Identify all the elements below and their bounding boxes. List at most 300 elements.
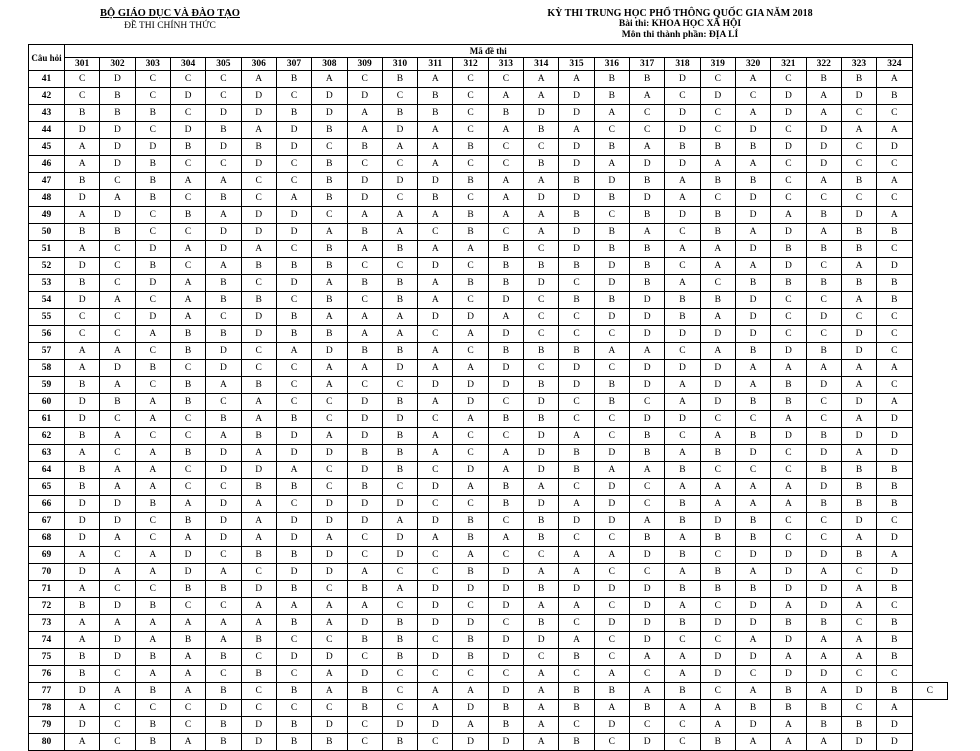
answer-cell: C bbox=[206, 479, 241, 496]
answer-cell: A bbox=[665, 394, 700, 411]
table-row bbox=[29, 734, 948, 751]
answer-cell: A bbox=[135, 666, 170, 683]
answer-cell: A bbox=[630, 343, 665, 360]
answer-cell: A bbox=[170, 309, 205, 326]
answer-cell: C bbox=[700, 598, 735, 615]
answer-cell: B bbox=[312, 241, 347, 258]
answer-cell: B bbox=[347, 632, 382, 649]
answer-cell: B bbox=[524, 343, 559, 360]
answer-cell: B bbox=[559, 700, 594, 717]
answer-cell: A bbox=[382, 326, 417, 343]
ministry-title: BỘ GIÁO DỤC VÀ ĐÀO TẠO bbox=[100, 8, 240, 19]
answer-cell: A bbox=[347, 122, 382, 139]
answer-cell: B bbox=[806, 275, 841, 292]
answer-cell: A bbox=[488, 530, 523, 547]
answer-cell: D bbox=[735, 615, 770, 632]
answer-cell: B bbox=[65, 479, 100, 496]
table-row bbox=[29, 173, 948, 190]
answer-cell: A bbox=[665, 530, 700, 547]
answer-cell: B bbox=[559, 173, 594, 190]
answer-cell: D bbox=[206, 462, 241, 479]
answer-cell: B bbox=[170, 513, 205, 530]
answer-cell: C bbox=[594, 649, 629, 666]
answer-cell: C bbox=[700, 411, 735, 428]
exam-code-304: 304 bbox=[170, 58, 205, 71]
answer-cell: D bbox=[347, 513, 382, 530]
answer-cell: D bbox=[841, 683, 876, 700]
answer-cell: A bbox=[65, 241, 100, 258]
answer-cell: B bbox=[206, 581, 241, 598]
table-row bbox=[29, 666, 948, 683]
answer-cell: B bbox=[665, 292, 700, 309]
answer-cell: A bbox=[806, 564, 841, 581]
answer-cell: C bbox=[382, 564, 417, 581]
answer-cell: B bbox=[735, 428, 770, 445]
answer-cell: B bbox=[806, 615, 841, 632]
answer-cell: A bbox=[735, 632, 770, 649]
answer-cell: A bbox=[877, 122, 912, 139]
exam-code-row bbox=[29, 58, 948, 71]
answer-cell: D bbox=[700, 360, 735, 377]
answer-cell: B bbox=[347, 445, 382, 462]
question-number: 65 bbox=[29, 479, 65, 496]
answer-cell: A bbox=[65, 156, 100, 173]
answer-cell: A bbox=[276, 190, 311, 207]
answer-cell: C bbox=[524, 547, 559, 564]
answer-cell: A bbox=[241, 241, 276, 258]
answer-cell: A bbox=[841, 411, 876, 428]
answer-cell: A bbox=[170, 530, 205, 547]
question-number: 56 bbox=[29, 326, 65, 343]
table-row bbox=[29, 445, 948, 462]
answer-cell: C bbox=[559, 411, 594, 428]
answer-cell: D bbox=[206, 241, 241, 258]
answer-cell: A bbox=[488, 173, 523, 190]
question-number: 78 bbox=[29, 700, 65, 717]
answer-cell: C bbox=[841, 615, 876, 632]
answer-cell: B bbox=[135, 360, 170, 377]
answer-cell: B bbox=[418, 88, 453, 105]
answer-cell: D bbox=[135, 139, 170, 156]
answer-cell: D bbox=[806, 666, 841, 683]
answer-cell: D bbox=[347, 666, 382, 683]
answer-cell: C bbox=[418, 564, 453, 581]
table-header-row bbox=[29, 45, 948, 58]
answer-cell: B bbox=[382, 734, 417, 751]
answer-cell: C bbox=[276, 156, 311, 173]
answer-cell: C bbox=[524, 649, 559, 666]
answer-cell: A bbox=[382, 139, 417, 156]
answer-cell: D bbox=[382, 547, 417, 564]
exam-code-314: 314 bbox=[524, 58, 559, 71]
answer-cell: D bbox=[877, 564, 912, 581]
answer-cell: C bbox=[877, 666, 912, 683]
answer-cell: A bbox=[594, 547, 629, 564]
answer-cell: B bbox=[877, 581, 912, 598]
answer-cell: B bbox=[841, 717, 876, 734]
answer-cell: B bbox=[276, 581, 311, 598]
answer-cell: A bbox=[100, 479, 135, 496]
answer-cell: C bbox=[241, 360, 276, 377]
answer-cell: B bbox=[524, 377, 559, 394]
question-number: 61 bbox=[29, 411, 65, 428]
answer-cell: D bbox=[806, 598, 841, 615]
answer-cell: C bbox=[276, 394, 311, 411]
answer-cell: A bbox=[276, 462, 311, 479]
answer-cell: B bbox=[700, 445, 735, 462]
answer-cell: A bbox=[735, 683, 770, 700]
answer-cell: A bbox=[135, 547, 170, 564]
header-left bbox=[60, 8, 280, 32]
answer-cell: C bbox=[877, 156, 912, 173]
answer-cell: B bbox=[453, 207, 488, 224]
answer-cell: B bbox=[382, 394, 417, 411]
answer-cell: A bbox=[312, 530, 347, 547]
answer-cell: B bbox=[382, 71, 417, 88]
answer-cell: B bbox=[347, 343, 382, 360]
answer-cell: D bbox=[418, 717, 453, 734]
answer-cell: A bbox=[418, 360, 453, 377]
answer-cell: B bbox=[594, 394, 629, 411]
answer-cell: B bbox=[665, 615, 700, 632]
answer-cell: B bbox=[65, 105, 100, 122]
exam-code-315: 315 bbox=[559, 58, 594, 71]
answer-cell: B bbox=[841, 224, 876, 241]
answer-cell: A bbox=[841, 445, 876, 462]
answer-cell: C bbox=[135, 71, 170, 88]
question-number: 52 bbox=[29, 258, 65, 275]
answer-cell: B bbox=[877, 462, 912, 479]
answer-cell: A bbox=[100, 428, 135, 445]
answer-cell: B bbox=[488, 411, 523, 428]
answer-cell: C bbox=[877, 326, 912, 343]
answer-cell: C bbox=[276, 700, 311, 717]
answer-cell: C bbox=[771, 326, 806, 343]
answer-cell: C bbox=[347, 717, 382, 734]
answer-cell: D bbox=[735, 190, 770, 207]
answer-cell: A bbox=[100, 377, 135, 394]
answer-cell: B bbox=[841, 241, 876, 258]
answer-cell: C bbox=[806, 411, 841, 428]
table-row bbox=[29, 394, 948, 411]
answer-cell: B bbox=[241, 666, 276, 683]
answer-cell: C bbox=[524, 326, 559, 343]
answer-cell: C bbox=[135, 207, 170, 224]
header-right bbox=[520, 8, 840, 41]
answer-cell: D bbox=[594, 445, 629, 462]
answer-cell: C bbox=[877, 513, 912, 530]
answer-cell: A bbox=[170, 683, 205, 700]
answer-cell: A bbox=[206, 564, 241, 581]
answer-cell: B bbox=[735, 581, 770, 598]
answer-cell: A bbox=[488, 462, 523, 479]
answer-cell: A bbox=[524, 207, 559, 224]
answer-cell: A bbox=[488, 207, 523, 224]
answer-cell: B bbox=[170, 394, 205, 411]
answer-cell: D bbox=[488, 683, 523, 700]
answer-cell: C bbox=[594, 530, 629, 547]
answer-cell: A bbox=[65, 615, 100, 632]
answer-cell: C bbox=[841, 309, 876, 326]
answer-cell: D bbox=[559, 156, 594, 173]
answer-cell: D bbox=[347, 496, 382, 513]
answer-cell: D bbox=[276, 275, 311, 292]
answer-cell: C bbox=[524, 241, 559, 258]
answer-cell: D bbox=[841, 207, 876, 224]
answer-cell: C bbox=[877, 343, 912, 360]
answer-cell: A bbox=[241, 445, 276, 462]
answer-cell: C bbox=[276, 360, 311, 377]
answer-cell: A bbox=[206, 377, 241, 394]
answer-cell: B bbox=[665, 309, 700, 326]
exam-code-324: 324 bbox=[877, 58, 912, 71]
table-row bbox=[29, 292, 948, 309]
answer-cell: D bbox=[735, 207, 770, 224]
answer-cell: A bbox=[312, 360, 347, 377]
answer-cell: C bbox=[630, 105, 665, 122]
answer-cell: B bbox=[241, 258, 276, 275]
question-number: 46 bbox=[29, 156, 65, 173]
answer-cell: A bbox=[559, 632, 594, 649]
answer-cell: C bbox=[206, 394, 241, 411]
answer-cell: D bbox=[312, 88, 347, 105]
answer-cell: D bbox=[630, 292, 665, 309]
answer-cell: C bbox=[347, 530, 382, 547]
answer-cell: A bbox=[135, 445, 170, 462]
answer-cell: D bbox=[771, 343, 806, 360]
answer-cell: B bbox=[630, 173, 665, 190]
question-number: 55 bbox=[29, 309, 65, 326]
answer-cell: D bbox=[771, 581, 806, 598]
answer-cell: B bbox=[771, 700, 806, 717]
answer-cell: C bbox=[735, 666, 770, 683]
answer-cell: D bbox=[630, 734, 665, 751]
answer-cell: C bbox=[418, 326, 453, 343]
official-label: ĐỀ THI CHÍNH THỨC bbox=[124, 21, 216, 31]
question-number: 66 bbox=[29, 496, 65, 513]
answer-cell: D bbox=[418, 258, 453, 275]
answer-cell: C bbox=[276, 292, 311, 309]
answer-cell: A bbox=[594, 343, 629, 360]
exam-code-323: 323 bbox=[841, 58, 876, 71]
answer-cell: A bbox=[700, 717, 735, 734]
answer-cell: C bbox=[312, 462, 347, 479]
answer-cell: B bbox=[276, 105, 311, 122]
answer-cell: D bbox=[135, 309, 170, 326]
answer-cell: C bbox=[841, 190, 876, 207]
answer-cell: D bbox=[276, 513, 311, 530]
answer-cell: A bbox=[347, 564, 382, 581]
answer-cell: D bbox=[700, 377, 735, 394]
answer-cell: D bbox=[65, 190, 100, 207]
answer-cell: C bbox=[841, 564, 876, 581]
answer-cell: D bbox=[806, 156, 841, 173]
answer-cell: A bbox=[665, 598, 700, 615]
answer-cell: A bbox=[524, 71, 559, 88]
answer-cell: A bbox=[841, 292, 876, 309]
answer-cell: C bbox=[877, 377, 912, 394]
answer-cell: C bbox=[100, 258, 135, 275]
answer-cell: A bbox=[135, 326, 170, 343]
answer-cell: C bbox=[771, 173, 806, 190]
answer-cell: C bbox=[206, 547, 241, 564]
answer-cell: B bbox=[630, 207, 665, 224]
answer-cell: C bbox=[735, 88, 770, 105]
answer-cell: C bbox=[65, 309, 100, 326]
answer-cell: B bbox=[841, 71, 876, 88]
exam-code-316: 316 bbox=[594, 58, 629, 71]
answer-cell: D bbox=[65, 530, 100, 547]
answer-cell: B bbox=[665, 513, 700, 530]
answer-cell: D bbox=[241, 581, 276, 598]
answer-cell: C bbox=[453, 105, 488, 122]
answer-cell: C bbox=[347, 734, 382, 751]
answer-cell: B bbox=[382, 462, 417, 479]
exam-code-321: 321 bbox=[771, 58, 806, 71]
answer-cell: D bbox=[241, 309, 276, 326]
answer-cell: C bbox=[665, 717, 700, 734]
exam-code-301: 301 bbox=[65, 58, 100, 71]
exam-code-313: 313 bbox=[488, 58, 523, 71]
answer-cell: C bbox=[347, 547, 382, 564]
answer-cell: C bbox=[630, 666, 665, 683]
answer-cell: D bbox=[735, 122, 770, 139]
answer-cell: A bbox=[206, 428, 241, 445]
answer-cell: C bbox=[665, 88, 700, 105]
answer-cell: A bbox=[841, 258, 876, 275]
answer-cell: A bbox=[771, 411, 806, 428]
answer-cell: A bbox=[630, 224, 665, 241]
answer-cell: A bbox=[806, 173, 841, 190]
answer-cell: A bbox=[700, 241, 735, 258]
answer-cell: A bbox=[347, 241, 382, 258]
answer-cell: B bbox=[312, 292, 347, 309]
answer-cell: D bbox=[241, 326, 276, 343]
answer-cell: A bbox=[806, 734, 841, 751]
answer-cell: C bbox=[594, 598, 629, 615]
answer-cell: D bbox=[65, 564, 100, 581]
answer-cell: A bbox=[665, 649, 700, 666]
answer-cell: D bbox=[488, 649, 523, 666]
answer-cell: B bbox=[382, 615, 417, 632]
table-row bbox=[29, 479, 948, 496]
answer-cell: D bbox=[559, 241, 594, 258]
answer-cell: C bbox=[453, 666, 488, 683]
answer-cell: D bbox=[841, 343, 876, 360]
answer-cell: B bbox=[559, 343, 594, 360]
answer-cell: C bbox=[418, 547, 453, 564]
answer-cell: C bbox=[700, 122, 735, 139]
answer-cell: B bbox=[453, 139, 488, 156]
answer-cell: D bbox=[700, 649, 735, 666]
answer-cell: C bbox=[841, 666, 876, 683]
answer-cell: B bbox=[276, 258, 311, 275]
answer-cell: A bbox=[347, 326, 382, 343]
answer-cell: D bbox=[276, 224, 311, 241]
answer-cell: A bbox=[771, 479, 806, 496]
table-row bbox=[29, 649, 948, 666]
table-row bbox=[29, 632, 948, 649]
answer-cell: B bbox=[488, 496, 523, 513]
answer-cell: B bbox=[382, 275, 417, 292]
answer-cell: C bbox=[559, 530, 594, 547]
answer-cell: A bbox=[806, 105, 841, 122]
answer-cell: A bbox=[700, 700, 735, 717]
answer-cell: C bbox=[65, 88, 100, 105]
answer-cell: C bbox=[312, 411, 347, 428]
answer-cell: D bbox=[524, 496, 559, 513]
answer-cell: B bbox=[347, 139, 382, 156]
table-row bbox=[29, 190, 948, 207]
answer-cell: D bbox=[312, 105, 347, 122]
answer-cell: D bbox=[559, 513, 594, 530]
answer-cell: C bbox=[453, 445, 488, 462]
question-number: 73 bbox=[29, 615, 65, 632]
answer-cell: A bbox=[276, 598, 311, 615]
answer-cell: B bbox=[276, 683, 311, 700]
answer-cell: D bbox=[65, 513, 100, 530]
answer-cell: B bbox=[276, 71, 311, 88]
answer-cell: A bbox=[735, 71, 770, 88]
answer-cell: A bbox=[170, 734, 205, 751]
answer-cell: C bbox=[170, 462, 205, 479]
answer-cell: B bbox=[135, 105, 170, 122]
answer-cell: A bbox=[453, 683, 488, 700]
answer-cell: B bbox=[241, 292, 276, 309]
answer-cell: D bbox=[488, 377, 523, 394]
answer-cell: C bbox=[806, 513, 841, 530]
answer-cell: C bbox=[312, 581, 347, 598]
answer-cell: B bbox=[170, 581, 205, 598]
answer-cell: D bbox=[488, 632, 523, 649]
answer-cell: A bbox=[312, 377, 347, 394]
answer-cell: D bbox=[665, 326, 700, 343]
answer-cell: C bbox=[135, 88, 170, 105]
answer-cell: B bbox=[206, 734, 241, 751]
question-number: 53 bbox=[29, 275, 65, 292]
answer-cell: B bbox=[488, 700, 523, 717]
answer-cell: A bbox=[312, 666, 347, 683]
answer-cell: B bbox=[170, 207, 205, 224]
answer-cell: D bbox=[630, 632, 665, 649]
answer-cell: C bbox=[771, 530, 806, 547]
answer-cell: B bbox=[312, 156, 347, 173]
answer-cell: B bbox=[877, 88, 912, 105]
answer-cell: B bbox=[170, 326, 205, 343]
answer-cell: C bbox=[841, 156, 876, 173]
answer-cell: A bbox=[418, 530, 453, 547]
answer-cell: D bbox=[241, 462, 276, 479]
answer-cell: C bbox=[559, 275, 594, 292]
answer-cell: C bbox=[135, 700, 170, 717]
answer-cell: A bbox=[630, 649, 665, 666]
answer-cell: D bbox=[418, 581, 453, 598]
answer-cell: A bbox=[665, 275, 700, 292]
answer-cell: D bbox=[488, 564, 523, 581]
answer-cell: A bbox=[559, 598, 594, 615]
answer-cell: D bbox=[100, 513, 135, 530]
answer-cell: C bbox=[453, 258, 488, 275]
answer-cell: D bbox=[630, 156, 665, 173]
answer-cell: A bbox=[347, 105, 382, 122]
answer-cell: D bbox=[312, 564, 347, 581]
answer-cell: A bbox=[170, 496, 205, 513]
answer-cell: B bbox=[241, 428, 276, 445]
answer-cell: D bbox=[206, 496, 241, 513]
answer-cell: D bbox=[806, 445, 841, 462]
answer-cell: C bbox=[418, 411, 453, 428]
answer-cell: C bbox=[488, 139, 523, 156]
